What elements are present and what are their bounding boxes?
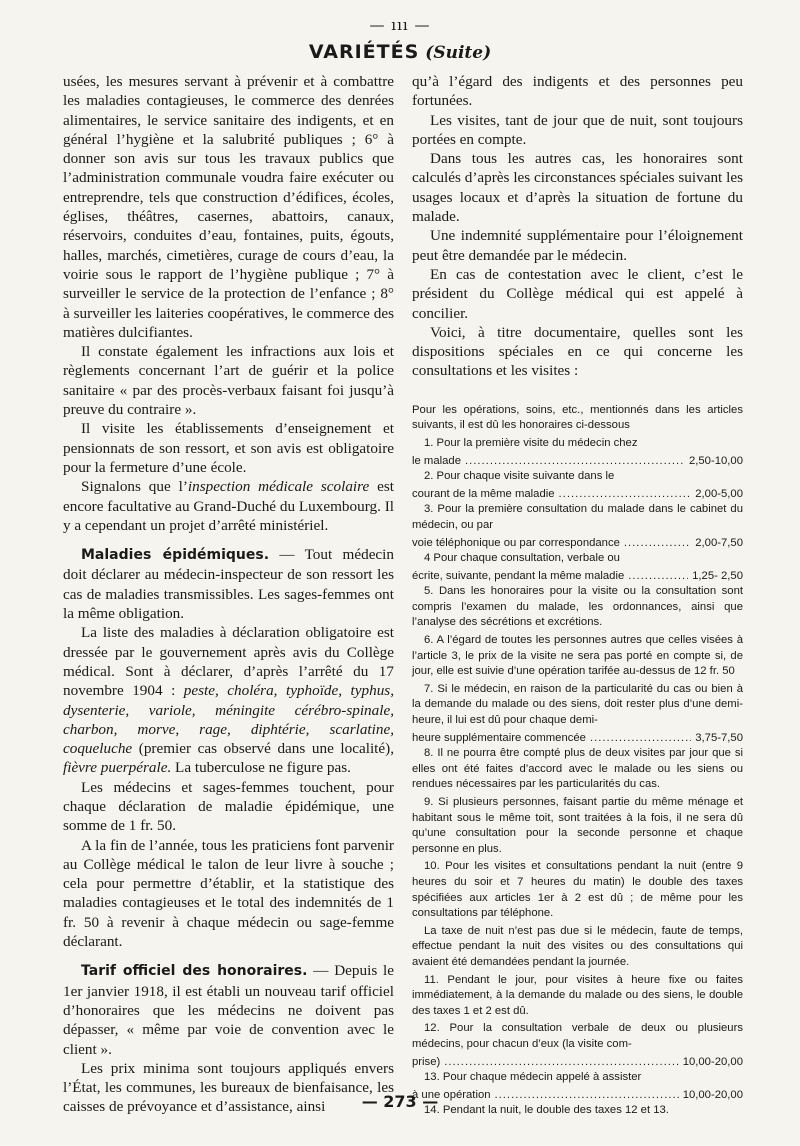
bottom-page-number: — 273 — (361, 1092, 439, 1111)
tariff-amount: 10,00-20,00 (682, 1055, 743, 1068)
running-head (0, 41, 800, 63)
tariff-intro: Pour les opérations, soins, etc., mentionnés dans les articles suivants, il est dû les honoraires ci-dessous (412, 403, 743, 432)
tariff-item: 11. Pendant le jour, pour visites à heure fixe ou faites immédiatement, à la demande du malade ou des siens, le double des taxes 1 et 2 est dû. (412, 973, 743, 1017)
paragraph (63, 477, 394, 535)
tariff-row (412, 1055, 743, 1071)
tariff-label: voie téléphonique ou par correspondance (412, 536, 620, 549)
tariff-item: 4 Pour chaque consultation, verbale ou (424, 552, 620, 565)
tariff-label: prise) (412, 1055, 441, 1068)
tariff-row (412, 731, 743, 747)
section-title: VARIÉTÉS (308, 41, 420, 63)
paragraph (63, 545, 394, 623)
text-run: La liste des maladies à déclaration obligatoire est dressée par le gouvernement après avis du Collège médical. Sont à déclarer, d’après l’arrêté du 17 novembre 1904 : (63, 624, 394, 700)
tariff-label: courant de la même maladie (412, 487, 555, 500)
tariff-item: 13. Pour chaque médecin appelé à assister (424, 1071, 642, 1084)
tariff-item: 5. Dans les honoraires pour la visite ou la consultation sont compris l’examen du malade, les ordonnances, ainsi que l’analyse des sécrétions et excrétions. (412, 585, 743, 629)
tariff-row (412, 536, 743, 552)
tariff-item: 7. Si le médecin, en raison de la particularité du cas ou bien à la demande du malade ou des siens, doit rester plus d’une demi-heure, il lui est dû pour chaque demi- (412, 682, 743, 727)
tariff-amount: 10,00-20,00 (682, 1088, 743, 1101)
section-title-suffix: (Suite) (425, 43, 492, 63)
paragraph: A la fin de l’année, tous les praticiens font parvenir au Collège médical le talon de leur livre à souche ; cela pour permettre d’établir, et la statistique des maladies contagieuses et le total des indemnités de 1 fr. 50 à revenir à chaque médecin ou sage-femme déclarant. (63, 836, 394, 951)
tariff-amount: 1,25- 2,50 (692, 569, 743, 582)
tariff-item: La taxe de nuit n’est pas due si le médecin, faute de temps, effectue pendant la nuit des visites ou des consultations qui avaient été demandées pendant la journée. (412, 924, 743, 968)
tariff-item: 8. Il ne pourra être compté plus de deux visites par jour que si elles ont été faites d’accord avec le malade ou les siens ou rendues nécessaires par les particularités du cas. (412, 747, 743, 791)
leader-dots (465, 454, 685, 470)
tariff-amount: 2,00-5,00 (695, 487, 743, 500)
text-run: Signalons que l’ (81, 478, 188, 496)
tariff-row (412, 487, 743, 503)
tariff-item: 1. Pour la première visite du médecin chez (424, 436, 638, 449)
section-heading: Maladies épidémiques. (81, 547, 270, 564)
tariff-amount: 2,00-7,50 (695, 536, 743, 549)
tariff-label: à une opération (412, 1088, 491, 1101)
paragraph: Voici, à titre documentaire, quelles sont les dispositions spéciales en ce qui concerne les consultations et les visites : (412, 323, 743, 380)
tariff-item: 10. Pour les visites et consultations pendant la nuit (entre 9 heures du soir et 7 heures du matin) le double des taxes spécifiées aux articles 1er à 2 est dû ; de même pour les consultations par téléphone. (412, 860, 743, 920)
text-run-italic: inspection médicale scolaire (187, 478, 370, 496)
left-column (63, 72, 394, 1117)
tariff-row (412, 569, 743, 585)
tariff-label: le malade (412, 454, 461, 467)
section-heading: Tarif officiel des honoraires. (81, 963, 308, 980)
paragraph: En cas de contestation avec le client, c’est le président du Collège médical qui est appelé à concilier. (412, 265, 743, 322)
leader-dots (624, 536, 691, 552)
leader-dots (559, 487, 692, 503)
right-column (412, 72, 743, 1121)
text-run-italic: peste, choléra, typhoïde, typhus, dysenterie, variole, méningite cérébro-spinale, charbon, morve, rage, diphtérie, scarlatine, coqueluche (63, 682, 394, 758)
paragraph: Dans tous les autres cas, les honoraires sont calculés d’après les circonstances spéciales suivant les usages locaux et d’après la situation de fortune du malade. (412, 150, 743, 226)
tariff-item: 2. Pour chaque visite suivante dans le (424, 470, 615, 483)
paragraph: qu’à l’égard des indigents et des personnes peu fortunées. (412, 73, 743, 110)
tariff-item: 9. Si plusieurs personnes, faisant partie du même ménage et habitant sous le même toit, sont traitées à la fois, il ne sera dû qu’une consultation pour la seconde personne et chaque personne en plus. (412, 796, 743, 855)
paragraph (63, 961, 394, 1058)
leader-dots (590, 731, 691, 747)
paragraph: Les prix minima sont toujours appliqués envers l’État, les communes, les bureaux de bienfaisance, les caisses de prévoyance et d’assistance, ainsi (63, 1059, 394, 1116)
tariff-item: 14. Pendant la nuit, le double des taxes 12 et 13. (424, 1104, 669, 1117)
text-run-italic: fièvre puerpérale. (63, 759, 172, 777)
top-page-number: — ııı — (369, 16, 431, 34)
text-run: — Depuis le 1er janvier 1918, il est établi un nouveau tarif officiel d’honoraires que les médecins ne doivent pas dépasser, « même par voie de convention avec le client ». (63, 962, 394, 1058)
tariff-amount: 2,50-10,00 (688, 454, 743, 467)
tariff-item: 6. A l’égard de toutes les personnes autres que celles visées à l’article 3, le prix de la visite ne sera pas porté en compte si, de jour, elle est suivie d’une opération tarifée au-dessus de 12 fr. 50 (412, 634, 743, 678)
tariff-amount: 3,75-7,50 (695, 731, 743, 744)
tariff-table (412, 403, 743, 1119)
paragraph: Les visites, tant de jour que de nuit, sont toujours portées en compte. (412, 111, 743, 148)
text-run: La tuberculose ne figure pas. (171, 759, 351, 777)
tariff-row (412, 454, 743, 470)
tariff-item: 3. Pour la première consultation du malade dans le cabinet du médecin, ou par (412, 503, 743, 531)
text-run: (premier cas observé dans une localité), (132, 740, 394, 758)
leader-dots (628, 569, 688, 585)
leader-dots (444, 1055, 678, 1071)
paragraph: Une indemnité supplémentaire pour l’éloignement peut être demandée par le médecin. (412, 227, 743, 264)
text-run: est encore facultative au Grand-Duché du Luxembourg. Il y a cependant un projet d’arrêté ministériel. (63, 478, 394, 534)
paragraph: Il constate également les infractions aux lois et règlements concernant l’art de guérir et la police sanitaire « par des procès-verbaux faisant foi jusqu’à preuve du contraire ». (63, 343, 394, 419)
paragraph: usées, les mesures servant à prévenir et à combattre les maladies contagieuses, le commerce des denrées alimentaires, le service sanitaire des indigents, et en général l’hygiène et la salubrité publiques ; 6° à donner son avis sur tous les travaux publics que l’administration communale voudra faire exécuter ou entreprendre, tels que construction d’édifices, écoles, églises, théâtres, casernes, abattoirs, canaux, réservoirs, conduites d’eau, fontaines, puits, égouts, halles, marchés, cimetières, curage de cours d’eau, la voirie sous le rapport de l’hygiène publique ; 7° à surveiller le service de la protection de l’enfance ; 8° à surveiller les laiteries coopératives, le commerce des matières dulcifiantes. (63, 73, 394, 341)
paragraph: Il visite les établissements d’enseignement et pensionnats de son ressort, et son avis est obligatoire pour la fermeture d’une école. (63, 420, 394, 476)
tariff-item: 12. Pour la consultation verbale de deux ou plusieurs médecins, pour chacun d’eux (la visite com- (412, 1022, 743, 1050)
tariff-label: heure supplémentaire commencée (412, 731, 586, 744)
paragraph (63, 623, 394, 777)
paragraph: Les médecins et sages-femmes touchent, pour chaque déclaration de maladie épidémique, une somme de 1 fr. 50. (63, 778, 394, 835)
tariff-label: écrite, suivante, pendant la même maladie (412, 569, 625, 582)
text-run: — Tout médecin doit déclarer au médecin-inspecteur de son ressort les cas de maladies transmissibles. Les sages-femmes ont la même obligation. (63, 546, 394, 623)
